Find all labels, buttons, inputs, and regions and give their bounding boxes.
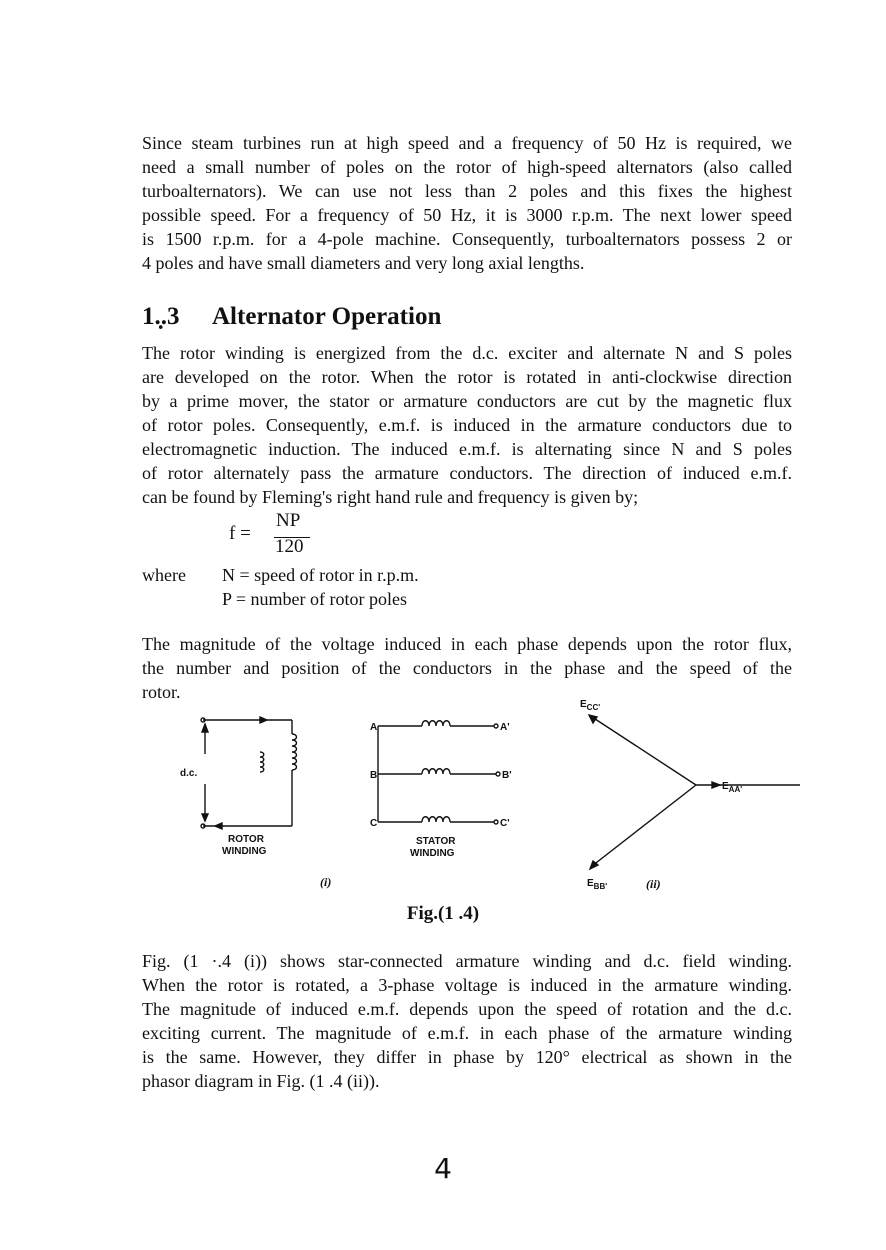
phasor-diagram xyxy=(589,715,800,869)
terminal-a-prime xyxy=(494,724,498,728)
terminal-c-prime xyxy=(494,820,498,824)
rotor-winding-diagram xyxy=(201,717,297,829)
page-number: 4 xyxy=(434,1152,452,1185)
text-line: rotor. xyxy=(142,682,181,702)
eaa-label xyxy=(722,781,742,794)
ecc-label xyxy=(580,699,600,712)
dc-label: d.c. xyxy=(180,768,198,779)
rotor-top-arrow xyxy=(260,717,267,723)
rotor-bottom-arrow xyxy=(215,823,222,829)
rotor-label-1: ROTOR xyxy=(228,834,264,845)
figure-svg xyxy=(160,690,800,900)
paragraph-turboalternators xyxy=(142,131,792,275)
text-line: can be found by Fleming's right hand rule and frequency is given by; xyxy=(142,487,639,507)
text-line: of rotor alternately pass the armature conductors. The direction of induced e.m.f. xyxy=(142,463,792,483)
phasor-bb-upper xyxy=(592,785,696,866)
eaa-e: E xyxy=(722,781,729,792)
text-line: The magnitude of induced e.m.f. depends upon the speed of rotation and the d.c. xyxy=(142,999,792,1019)
definition-n: N = speed of rotor in r.p.m. xyxy=(222,565,419,585)
text-line: the number and position of the conductors in the phase and the speed of the xyxy=(142,658,792,678)
rotor-coil-right xyxy=(292,734,297,770)
stator-label-1: STATOR xyxy=(416,836,456,847)
formula-denominator: 120 xyxy=(275,536,304,557)
phasor-cc-arrow xyxy=(589,715,597,723)
stator-winding-diagram xyxy=(378,721,500,824)
section-title: Alternator Operation xyxy=(212,303,442,330)
text-line: 4 poles and have small diameters and very long axial lengths. xyxy=(142,253,585,273)
rotor-coil-middle xyxy=(260,752,264,772)
sub-label-ii: (ii) xyxy=(646,877,661,891)
ebb-sub: BB' xyxy=(593,882,608,891)
eaa-sub: AA' xyxy=(728,785,743,794)
text-line: is the same. However, they differ in phase by 120° electrical as shown in the xyxy=(142,1047,792,1067)
text-line: by a prime mover, the stator or armature conductors are cut by the magnetic flux xyxy=(142,391,792,411)
text-line: exciting current. The magnitude of e.m.f. in each phase of the armature winding xyxy=(142,1023,792,1043)
figure-alternator xyxy=(160,690,800,900)
frequency-formula xyxy=(229,510,319,558)
paragraph-star-connected xyxy=(142,949,792,1093)
terminal-c-prime-label: C' xyxy=(500,818,510,829)
text-line: possible speed. For a frequency of 50 Hz, it is 3000 r.p.m. The next lower speed xyxy=(142,205,792,225)
text-line: are developed on the rotor. When the rotor is rotated in anti-clockwise direction xyxy=(142,367,792,387)
figure-caption: Fig.(1 .4) xyxy=(406,903,480,924)
sub-label-i: (i) xyxy=(320,875,332,889)
formula-numerator: NP xyxy=(276,510,301,531)
phasor-cc xyxy=(589,715,696,785)
dc-arrow-up-head xyxy=(202,724,208,732)
terminal-b: B xyxy=(370,770,378,781)
terminal-c: C xyxy=(370,818,378,829)
formula-lhs: f = xyxy=(229,523,251,544)
stator-coil-a xyxy=(422,721,450,726)
where-label: where xyxy=(142,565,186,585)
text-line: electromagnetic induction. The induced e.m.f. is alternating since N and S poles xyxy=(142,439,792,459)
phasor-aa-arrow xyxy=(712,782,720,788)
text-line: is 1500 r.p.m. for a 4-pole machine. Consequently, turboalternators possess 2 or xyxy=(142,229,792,249)
text-line: need a small number of poles on the rotor of high-speed alternators (also called xyxy=(142,157,792,177)
stator-label-2: WINDING xyxy=(410,848,455,859)
dc-arrow-down-head xyxy=(202,814,208,821)
text-line: The rotor winding is energized from the d.c. exciter and alternate N and S poles xyxy=(142,343,792,363)
ebb-e: E xyxy=(587,878,594,889)
text-line: of rotor poles. Consequently, e.m.f. is induced in the armature conductors due to xyxy=(142,415,792,435)
rotor-label-2: WINDING xyxy=(222,846,267,857)
terminal-b-prime-label: B' xyxy=(502,770,512,781)
text-line: When the rotor is rotated, a 3-phase voltage is induced in the armature winding. xyxy=(142,975,792,995)
ebb-label xyxy=(587,878,607,891)
ecc-sub: CC' xyxy=(586,703,601,712)
text-line: Fig. (1 ·.4 (i)) shows star-connected armature winding and d.c. field winding. xyxy=(142,951,792,971)
definition-p: P = number of rotor poles xyxy=(222,589,407,609)
text-line: The magnitude of the voltage induced in each phase depends upon the rotor flux, xyxy=(142,634,792,654)
terminal-a-prime-label: A' xyxy=(500,722,510,733)
stator-coil-c xyxy=(422,817,450,822)
text-line: phasor diagram in Fig. (1 .4 (ii)). xyxy=(142,1071,380,1091)
ecc-e: E xyxy=(580,699,587,710)
section-number: 1.̣.3 xyxy=(142,303,180,330)
text-line: turboalternators). We can use not less than 2 poles and this fixes the highest xyxy=(142,181,792,201)
section-heading xyxy=(142,303,441,331)
paragraph-alternator-operation xyxy=(142,341,792,509)
text-line: Since steam turbines run at high speed and a frequency of 50 Hz is required, we xyxy=(142,133,792,153)
terminal-a: A xyxy=(370,722,378,733)
stator-coil-b xyxy=(422,769,450,774)
terminal-b-prime xyxy=(496,772,500,776)
